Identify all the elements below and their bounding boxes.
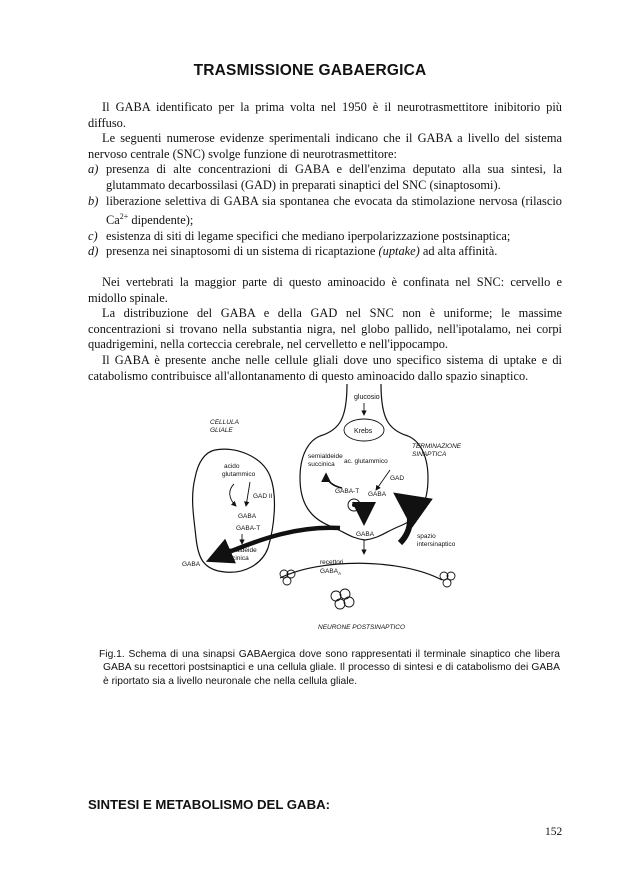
evidence-list [88, 162, 562, 260]
label-spazio: spazio [417, 533, 436, 540]
label-gaba-t-glia: GABA-T [236, 525, 261, 532]
list-text: dipendente); [128, 213, 194, 228]
label-glucosio: glucosio [354, 394, 380, 401]
arrow-glutammico-to-gaba [376, 470, 390, 490]
label-gaba-neuron: GABA [368, 491, 387, 498]
label-gaba-outside: GABA [182, 561, 201, 568]
label-gad-ii: GAD II [253, 493, 273, 500]
list-item [88, 162, 562, 193]
vesicle-core [352, 503, 356, 507]
list-item [88, 194, 562, 229]
label-gliale: GLIALE [210, 427, 233, 434]
section-heading: SINTESI E METABOLISMO DEL GABA: [88, 797, 331, 812]
arrow-reuptake-neuron [398, 496, 410, 543]
page-number: 152 [545, 826, 563, 838]
list-text: presenza di alte concentrazioni di GABA e dell'enzima deputato alla sua sintesi, la glutammato decarbossilasi (GAD) in preparati sinaptici del SNC (sinaptosomi). [106, 162, 562, 192]
label-semialdeide-glia: semialdeide [222, 547, 257, 554]
list-text-italic: (uptake) [378, 244, 420, 259]
gabaergic-synapse-diagram [150, 378, 480, 636]
list-text: liberazione selettiva di GABA sia spontanea che evocata da stimolazione nervosa (rilascio Ca [106, 193, 562, 228]
label-krebs: Krebs [354, 428, 373, 435]
figure-caption: Fig.1. Schema di una sinapsi GABAergica dove sono rappresentati il terminale sinaptico che libera GABA su recettori postsinaptici e una cellula gliale. Il processo di sintesi e di catabolismo dei GABA è riportato sia a livello neuronale che nella cellula gliale. [99, 649, 560, 687]
list-letter: b) [88, 193, 99, 208]
list-letter: c) [88, 228, 98, 243]
page-title: TRASMISSIONE GABAERGICA [193, 62, 427, 79]
label-acido: acido [224, 463, 240, 470]
label-recettori: recettori [320, 559, 344, 566]
paragraph-glia: Il GABA è presente anche nelle cellule gliali dove uno specifico sistema di uptake e di catabolismo contribuisce all'allontanamento di questo aminoacido dallo spazio sinaptico. [88, 353, 562, 383]
label-gaba-t-neuron: GABA-T [335, 488, 360, 495]
paragraph-intro: Il GABA identificato per la prima volta nel 1950 è il neurotrasmettitore inibitorio più diffuso. [88, 100, 562, 130]
label-neurone-postsinaptico: NEURONE POSTSINAPTICO [318, 624, 406, 631]
postsynaptic-neuron-outline [280, 563, 442, 580]
label-gaba-a: $GABA_A$ [320, 568, 342, 576]
list-letter: a) [88, 162, 99, 177]
list-letter: d) [88, 244, 99, 259]
label-gaba-glia: GABA [238, 513, 257, 520]
label-terminazione: TERMINAZIONE [412, 443, 462, 450]
label-ac-glutammico: ac. glutammico [344, 458, 388, 465]
label-glutammico-glia: glutammico [222, 471, 256, 478]
superscript: 2+ [119, 212, 129, 222]
label-gaba-cleft: GABA [356, 531, 375, 538]
receptor-cluster [280, 570, 455, 609]
paragraph-vertebrates: Nei vertebrati la maggior parte di questo aminoacido è confinata nel SNC: cervello e midollo spinale. [88, 275, 562, 305]
label-succinica-neuron: succinica [308, 461, 335, 468]
paragraph-evidence: Le seguenti numerose evidenze sperimentali indicano che il GABA a livello del sistema nervoso centrale (SNC) svolge funzione di neurotrasmettitore: [88, 131, 562, 161]
label-succinica-glia: succinica [222, 555, 249, 562]
label-gad-neuron: GAD [390, 475, 405, 482]
paragraph-distribution: La distribuzione del GABA e della GAD nel SNC non è uniforme; le massime concentrazioni si trovano nella substantia nigra, nel globo pallido, nell'ipotalamo, nei corpi quadrigemini, nella corteccia cerebrale, nel cervelletto e nell'ippocampo. [88, 306, 562, 352]
list-text: presenza nei sinaptosomi di un sistema di ricaptazione [106, 244, 379, 259]
list-text: ad alta affinità. [419, 244, 498, 259]
label-cellula: CELLULA [210, 419, 239, 426]
label-semialdeide-neuron: semialdeide [308, 453, 343, 460]
label-intersinaptico: intersinaptico [417, 541, 456, 548]
list-item [88, 229, 562, 245]
arrow-to-semialdeide [326, 474, 342, 488]
list-text: esistenza di siti di legame specifici che mediano iperpolarizzazione postsinaptica; [106, 228, 511, 243]
arrow-gad-ii [246, 482, 250, 506]
arrow-glia-cycle [230, 484, 236, 506]
body-text [88, 100, 562, 384]
list-item [88, 244, 562, 260]
label-sinaptica: SINAPTICA [412, 451, 447, 458]
